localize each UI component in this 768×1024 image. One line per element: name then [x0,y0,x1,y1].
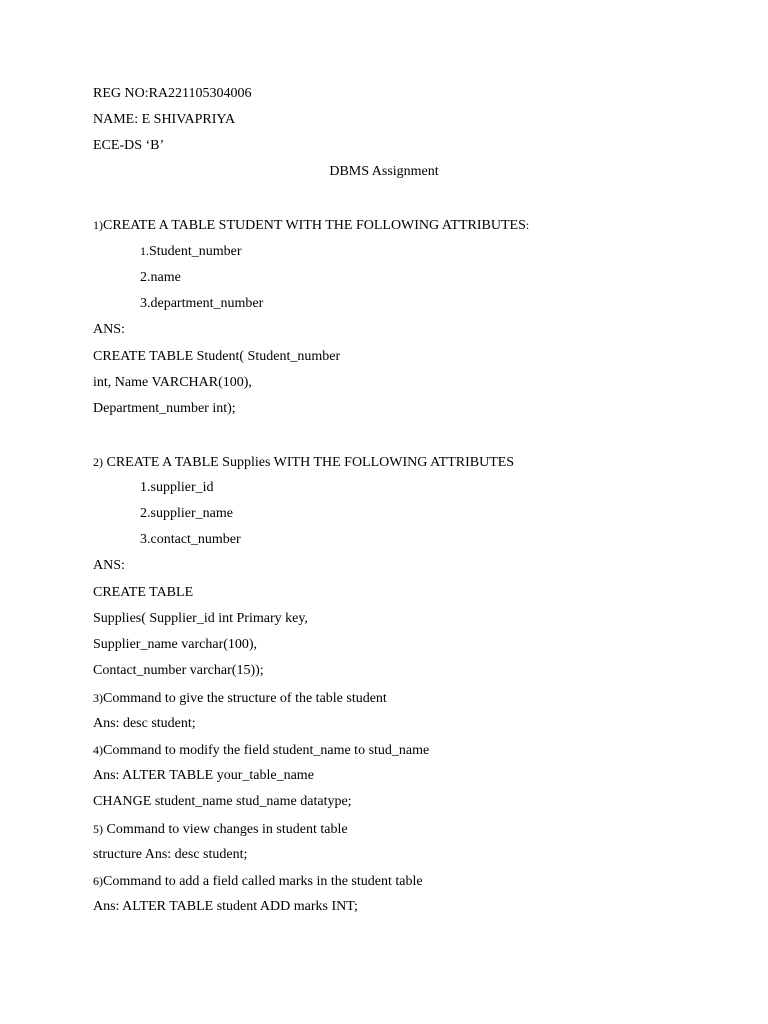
question-1 [93,216,529,235]
list-item-number: 3. [140,532,151,547]
question-text: CREATE A TABLE Supplies WITH THE FOLLOWING ATTRIBUTES [106,455,515,470]
list-item-text: supplier_id [150,480,214,495]
answer-line: CHANGE student_name stud_name datatype; [93,794,352,809]
list-item-number: 1. [140,244,149,258]
answer-line: Department_number int); [93,401,236,416]
question-3 [93,689,387,708]
question-text: CREATE A TABLE STUDENT WITH THE FOLLOWING ATTRIBUTES [103,218,526,233]
question-text: Command to modify the field student_name to stud_name [103,743,430,758]
list-item [140,505,233,523]
question-text: Command to view changes in student table [106,822,348,837]
question-colon: : [525,218,530,232]
answer-line: Supplies( Supplier_id int Primary key, [93,611,308,626]
answer-label: ANS: [93,322,125,337]
list-item-number: 2. [140,506,151,521]
question-number: 4) [93,743,103,757]
question-5 [93,820,348,839]
list-item [140,531,241,549]
section: ECE-DS ‘B’ [93,138,165,153]
answer-label: ANS: [93,558,125,573]
answer-line: Ans: ALTER TABLE your_table_name [93,768,314,783]
list-item [140,269,181,287]
list-item-number: 2. [140,270,151,285]
answer-line: Ans: ALTER TABLE student ADD marks INT; [93,899,358,914]
answer-line: Ans: desc student; [93,716,196,731]
answer-line: int, Name VARCHAR(100), [93,375,252,390]
list-item-text: contact_number [150,532,241,547]
question-number: 2) [93,455,103,469]
question-2 [93,453,514,472]
list-item-text: Student_number [149,244,242,259]
question-number: 3) [93,691,103,705]
list-item-number: 1. [140,480,151,495]
list-item-number: 3. [140,296,151,311]
answer-line: CREATE TABLE Student( Student_number [93,349,341,364]
page-title: DBMS Assignment [329,164,439,179]
student-name: NAME: E SHIVAPRIYA [93,112,236,127]
list-item-text: department_number [150,296,264,311]
list-item [140,295,263,313]
answer-line: Contact_number varchar(15)); [93,663,264,678]
question-text: Command to add a field called marks in the student table [103,874,423,889]
question-number: 6) [93,874,103,888]
list-item [140,242,242,261]
reg-number: REG NO:RA221105304006 [93,86,252,101]
question-4 [93,741,429,760]
answer-line: structure Ans: desc student; [93,847,248,862]
question-text: Command to give the structure of the table student [103,691,387,706]
answer-line: CREATE TABLE [93,585,194,600]
question-number: 1) [93,218,103,232]
question-6 [93,872,423,891]
list-item-text: name [150,270,181,285]
list-item [140,479,214,497]
list-item-text: supplier_name [150,506,233,521]
question-number: 5) [93,822,103,836]
answer-line: Supplier_name varchar(100), [93,637,258,652]
